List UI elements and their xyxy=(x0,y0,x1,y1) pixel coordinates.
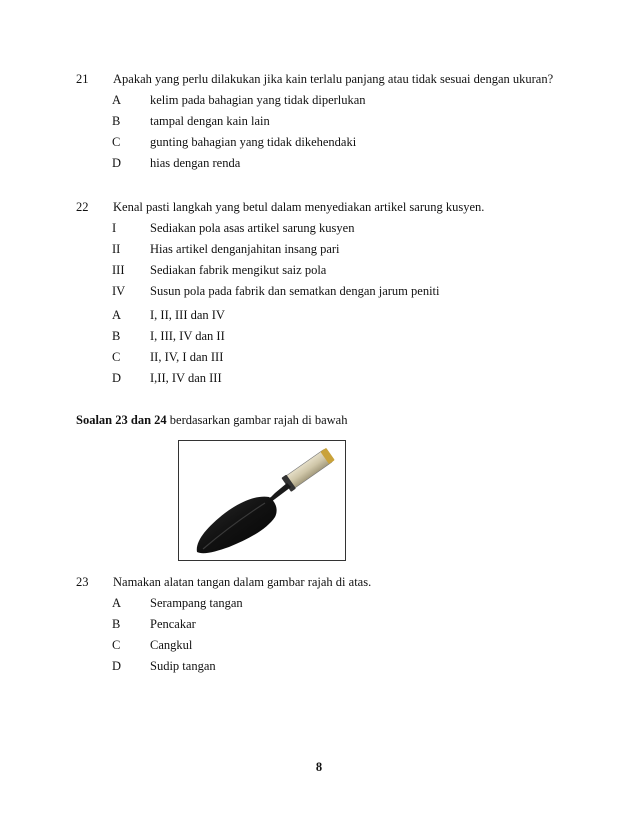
option-label: A xyxy=(112,596,122,610)
step-ii xyxy=(0,239,638,260)
step-text: Sediakan fabrik mengikut saiz pola xyxy=(150,263,327,277)
option-text: hias dengan renda xyxy=(150,156,241,170)
option-text: tampal dengan kain lain xyxy=(150,114,270,128)
step-label: I xyxy=(112,221,117,235)
option-text: Cangkul xyxy=(150,638,193,652)
option-label: D xyxy=(112,156,122,170)
option-label: A xyxy=(112,93,122,107)
option-d[interactable] xyxy=(0,368,638,389)
step-label: II xyxy=(112,242,121,256)
option-text: Serampang tangan xyxy=(150,596,243,610)
question-23 xyxy=(0,572,638,677)
question-text: Kenal pasti langkah yang betul dalam menyediakan artikel sarung kusyen. xyxy=(113,200,485,214)
instruction-rest: berdasarkan gambar rajah di bawah xyxy=(166,413,348,427)
option-label: C xyxy=(112,350,121,364)
option-text: kelim pada bahagian yang tidak diperlukan xyxy=(150,93,366,107)
option-label: D xyxy=(112,371,122,385)
option-a[interactable] xyxy=(0,593,638,614)
option-label: C xyxy=(112,638,121,652)
option-label: C xyxy=(112,135,121,149)
option-text: I, III, IV dan II xyxy=(150,329,225,343)
step-label: IV xyxy=(112,284,126,298)
option-text: II, IV, I dan III xyxy=(150,350,224,364)
option-text: I,II, IV dan III xyxy=(150,371,222,385)
question-number: 23 xyxy=(76,575,89,589)
option-label: A xyxy=(112,308,122,322)
option-text: I, II, III dan IV xyxy=(150,308,225,322)
page-number: 8 xyxy=(315,760,323,774)
option-c[interactable] xyxy=(0,347,638,368)
question-number: 21 xyxy=(76,72,89,86)
option-a[interactable] xyxy=(0,305,638,326)
option-label: B xyxy=(112,329,121,343)
option-text: gunting bahagian yang tidak dikehendaki xyxy=(150,135,357,149)
question-text: Apakah yang perlu dilakukan jika kain terlalu panjang atau tidak sesuai dengan ukuran? xyxy=(113,72,554,86)
step-iv xyxy=(0,281,638,302)
question-text: Namakan alatan tangan dalam gambar rajah di atas. xyxy=(113,575,372,589)
option-b[interactable] xyxy=(0,326,638,347)
question-22 xyxy=(0,197,638,389)
option-text: Sudip tangan xyxy=(150,659,216,673)
option-c[interactable] xyxy=(0,132,638,153)
question-21 xyxy=(0,69,638,174)
question-number: 22 xyxy=(76,200,89,214)
trowel-figure xyxy=(178,440,346,561)
hand-trowel-icon xyxy=(179,441,345,560)
option-text: Pencakar xyxy=(150,617,196,631)
step-text: Susun pola pada fabrik dan sematkan dengan jarum peniti xyxy=(150,284,440,298)
option-label: B xyxy=(112,114,121,128)
option-a[interactable] xyxy=(0,90,638,111)
step-label: III xyxy=(112,263,125,277)
step-text: Sediakan pola asas artikel sarung kusyen xyxy=(150,221,355,235)
instruction-text xyxy=(76,410,347,431)
step-i xyxy=(0,218,638,239)
option-label: D xyxy=(112,659,122,673)
option-c[interactable] xyxy=(0,635,638,656)
option-label: B xyxy=(112,617,121,631)
instruction-bold: Soalan 23 dan 24 xyxy=(76,413,167,427)
option-d[interactable] xyxy=(0,153,638,174)
step-text: Hias artikel denganjahitan insang pari xyxy=(150,242,340,256)
step-iii xyxy=(0,260,638,281)
option-b[interactable] xyxy=(0,614,638,635)
option-d[interactable] xyxy=(0,656,638,677)
option-b[interactable] xyxy=(0,111,638,132)
